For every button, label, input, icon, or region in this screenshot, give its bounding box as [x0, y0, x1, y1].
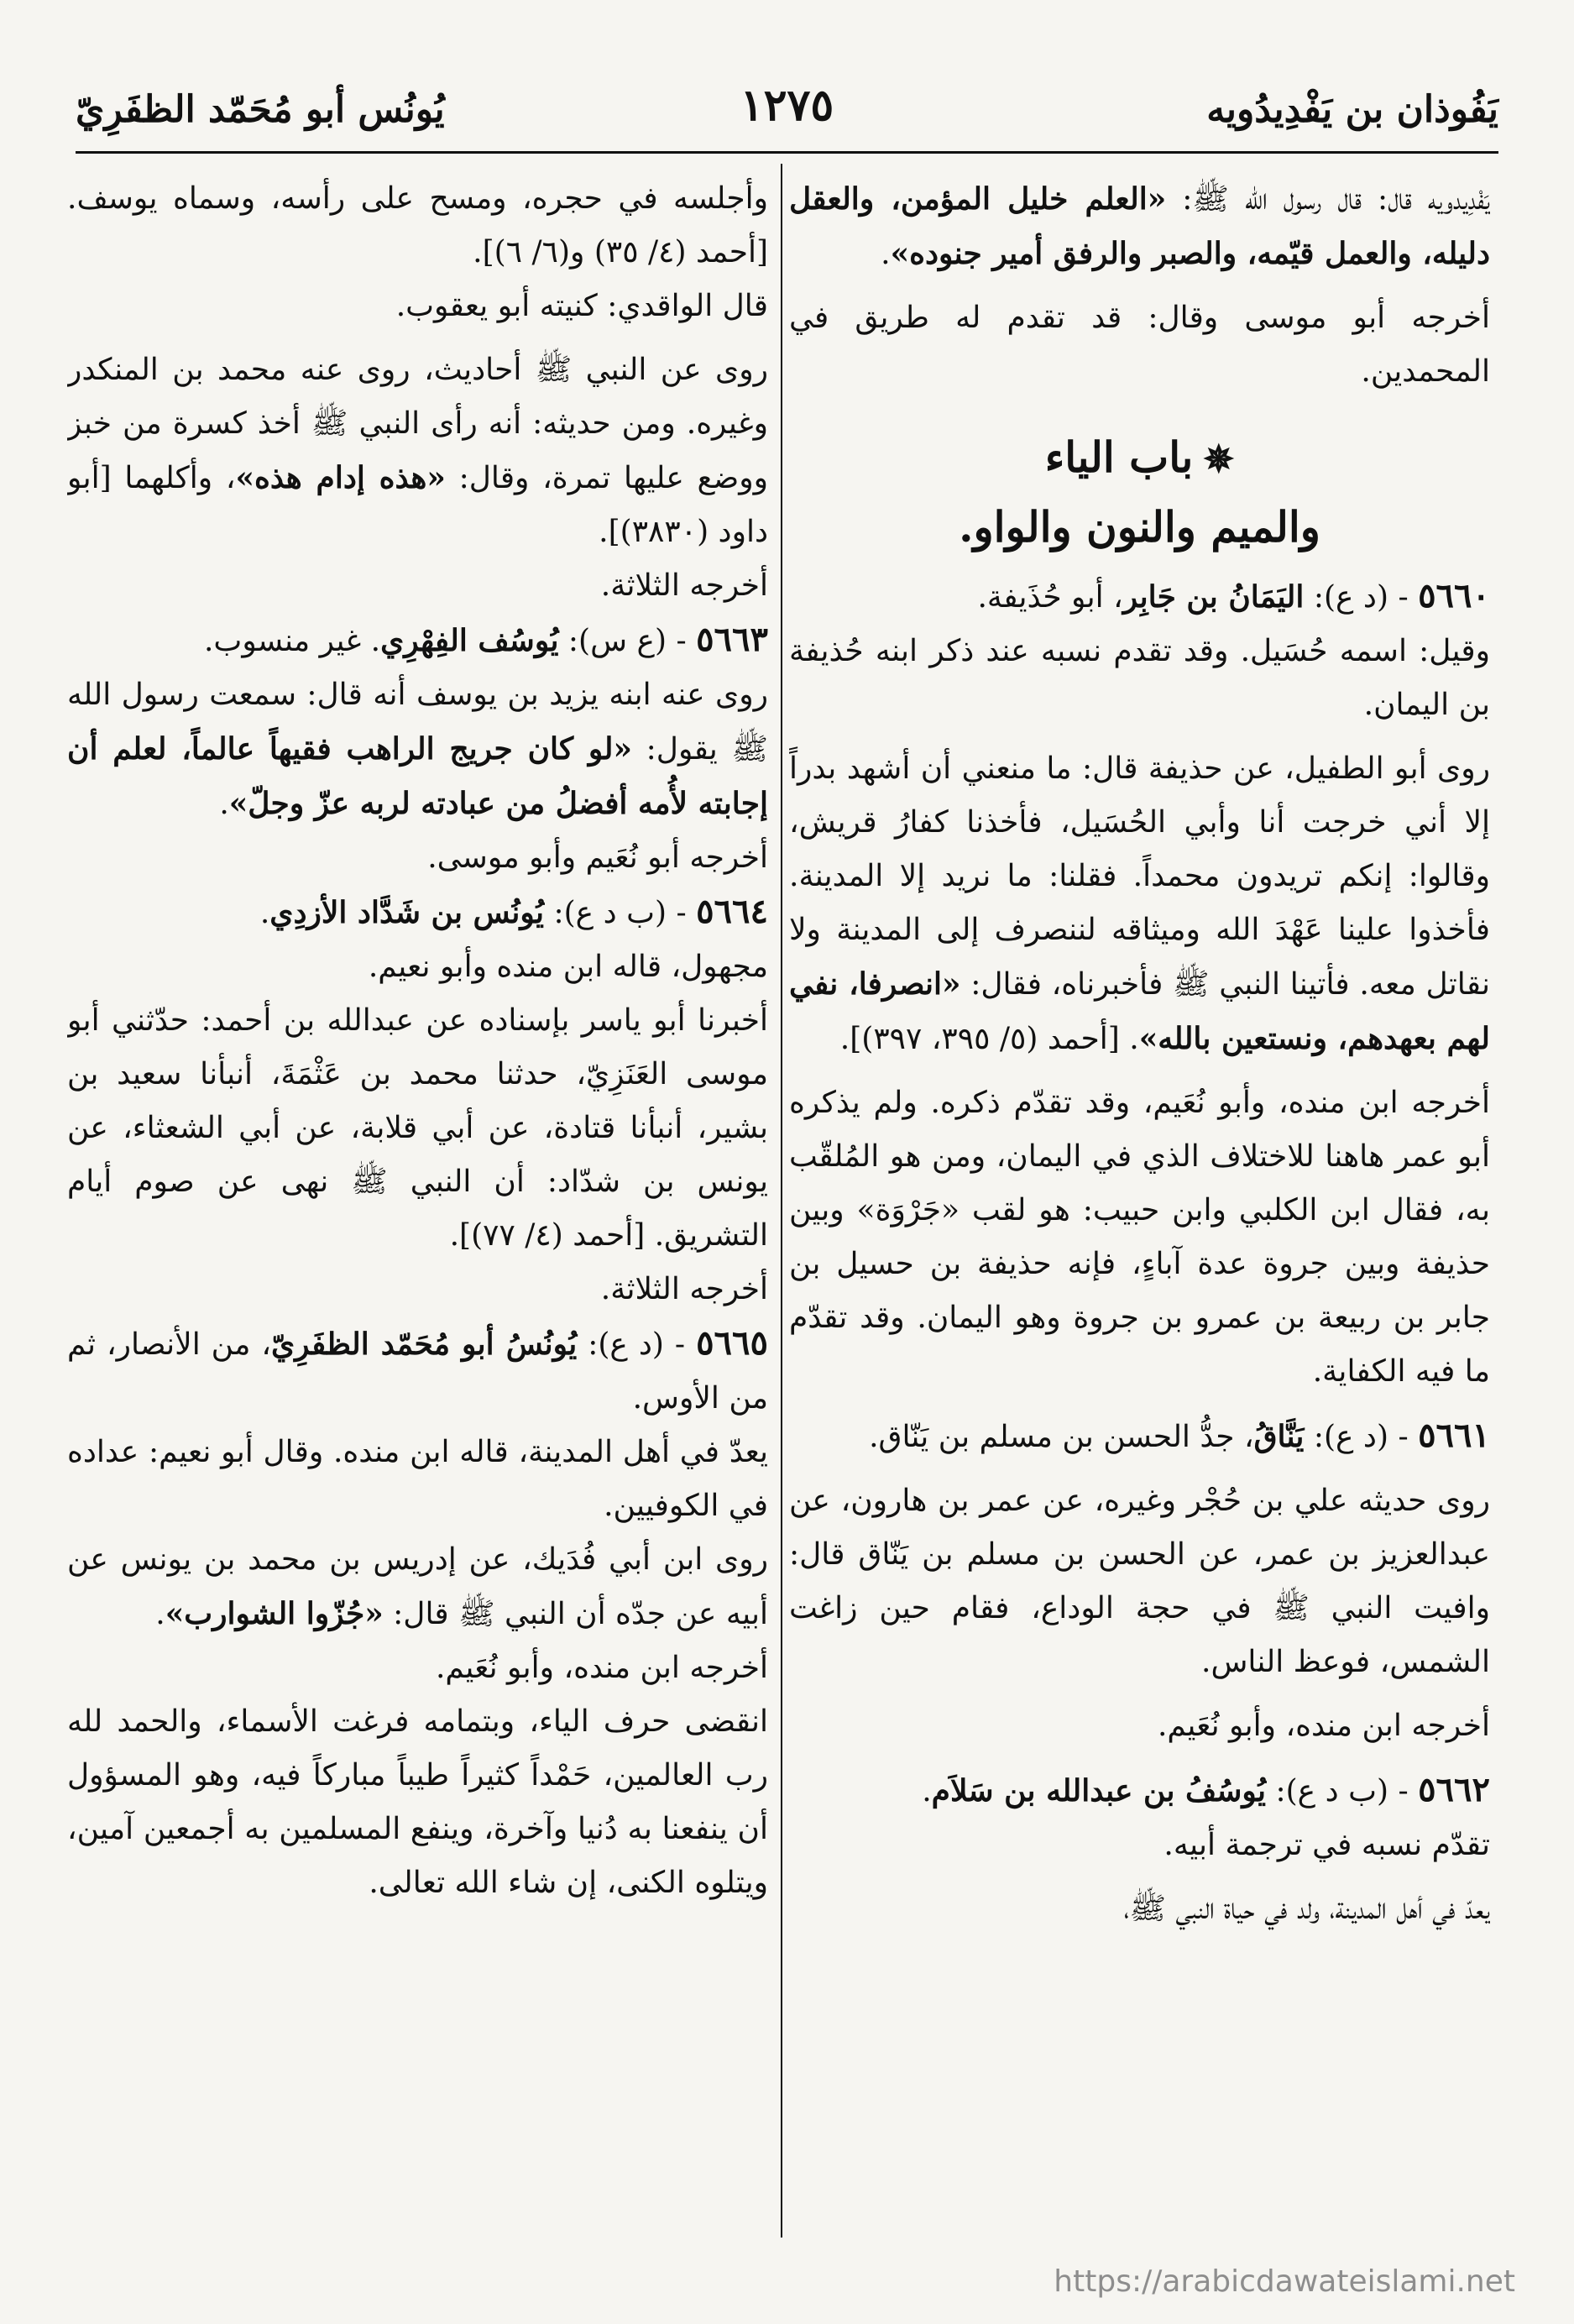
paragraph: أخبرنا أبو ياسر بإسناده عن عبدالله بن أحمد: حدّثني أبو موسى العَنَزِيّ، حدثنا محمد بن عَثْمَةَ، أنبأنا سعيد بن بشير، أنبأنا قتادة، عن أبي قلابة، عن أبي الشعثاء، عن يونس بن شدّاد: أن النبي ﷺ نهى عن صوم أيام التشريق. [أحمد (٤/ ٧٧)].: [67, 1003, 768, 1253]
entry-header: [67, 613, 768, 668]
entry-number: ٥٦٦١: [1418, 1416, 1490, 1455]
left-column: [67, 172, 768, 2238]
paragraph: وأجلسه في حجره، ومسح على رأسه، وسماه يوسف. [أحمد (٤/ ٣٥) و(٦/ ٦)].: [67, 181, 768, 270]
paragraph: أخرجه الثلاثة.: [600, 1272, 768, 1306]
paragraph: [67, 668, 768, 831]
entry-tag: - (ب د ع):: [1266, 1774, 1419, 1808]
entry-number: ٥٦٦٥: [696, 1323, 768, 1363]
header-left-title: يُونُس أبو مُحَمّد الظفَرِيّ: [76, 88, 445, 131]
paragraph: [67, 1533, 768, 1641]
chapter-heading: [789, 424, 1490, 561]
text: ، من الأنصار، ثم من الأوس.: [67, 1327, 768, 1416]
paragraph: [789, 172, 1490, 281]
entry-header: [789, 1763, 1490, 1819]
entry-number: ٥٦٦٤: [696, 892, 768, 931]
hadith-quote: «العلم خليل المؤمن، والعقل دليله، والعمل قيّمه، والصبر والرفق أمير جنوده»: [789, 181, 1490, 271]
text: . غير منسوب.: [203, 624, 381, 658]
page-number: ١٢٧٥: [740, 80, 834, 131]
text: روى حديثه علي بن حُجْر وغيره، عن عمر بن هارون، عن عبدالعزيز بن عمر، عن الحسن بن مسلم بن يَنّاق قال:: [789, 1484, 1490, 1572]
entry-tag: - (ع س):: [558, 624, 697, 658]
entry-header: [789, 569, 1490, 625]
hadith-quote: «انصرفا، نفي لهم بعهدهم، ونستعين بالله»: [789, 966, 1490, 1056]
text: ، جدُّ الحسن بن مسلم بن يَنّاق.: [869, 1420, 1254, 1454]
entry-name: يَنَّاقُ: [1253, 1419, 1305, 1454]
watermark-url: https://arabicdawateislami.net: [1054, 2264, 1515, 2299]
paragraph: [67, 343, 768, 559]
paragraph: يعدّ في أهل المدينة، قاله ابن منده. وقال أبو نعيم: عداده في الكوفيين.: [67, 1435, 768, 1523]
entry-name: يُوسُف الفِهْرِي: [380, 623, 559, 658]
hadith-quote: «جُزّوا الشوارب»: [165, 1596, 384, 1631]
text: روى ابن أبي فُدَيك، عن إدريس بن محمد بن يونس عن أبيه عن جدّه أن النبي ﷺ قال:: [67, 1542, 768, 1631]
entry-name: يُونُسُ أبو مُحَمّد الظفَرِيّ: [270, 1327, 578, 1362]
paragraph: أخرجه ابن منده، وأبو نُعَيم، وقد تقدّم ذكره. ولم يذكره أبو عمر هاهنا للاختلاف الذي في اليمان، ومن هو المُلقّب به، فقال ابن الكلبي وابن حبيب: هو لقب «جَرْوَة» وبين حذيفة وبين جروة عدة آباءٍ، فإنه حذيفة بن حسيل بن جابر بن ربيعة بن عمرو بن جروة وهو اليمان. وقد تقدّم ما فيه الكفاية.: [789, 1086, 1490, 1389]
text: .: [259, 896, 270, 930]
paragraph: أخرجه الثلاثة.: [600, 568, 768, 603]
entry-header: [67, 885, 768, 940]
paragraph: [789, 1474, 1490, 1689]
entry-tag: - (ب د ع):: [544, 896, 697, 930]
paragraph: قال الواقدي: كنيته أبو يعقوب.: [395, 289, 768, 323]
paragraph: يعدّ في أهل المدينة، ولد في حياة النبي ﷺ،: [1123, 1892, 1490, 1926]
hadith-quote: «هذه إدام هذه»: [235, 460, 446, 495]
entry-number: ٥٦٦٠: [1418, 576, 1490, 615]
chapter-title: باب الياء: [1044, 432, 1194, 482]
paragraph: تقدّم نسبه في ترجمة أبيه.: [1164, 1828, 1490, 1862]
text: .: [881, 237, 891, 271]
paragraph: أخرجه أبو موسى وقال: قد تقدم له طريق في المحمدين.: [789, 301, 1490, 389]
entry-tag: - (د ع):: [1304, 1420, 1419, 1454]
entry-number: ٥٦٦٢: [1418, 1770, 1490, 1809]
text: ، أبو حُذَيفة.: [977, 580, 1123, 615]
entry-name: يُوسُفُ بن عبدالله بن سَلاَم: [931, 1773, 1267, 1808]
entry-header: [789, 1409, 1490, 1464]
right-column: [789, 172, 1490, 2238]
paragraph: وقيل: اسمه حُسَيل. وقد تقدم نسبه عند ذكر ابنه حُذيفة بن اليمان.: [789, 634, 1490, 722]
paragraph: أخرجه ابن منده، وأبو نُعَيم.: [1157, 1709, 1490, 1743]
entry-tag: - (د ع):: [577, 1327, 697, 1362]
text: .: [1201, 1645, 1211, 1679]
hadith-quote: «لو كان جريج الراهب فقيهاً عالماً، لعلم أن إجابته لأُمه أفضلُ من عبادته لربه عزّ وجلّ»: [67, 731, 768, 821]
text: . [أحمد (٥/ ٣٩٥، ٣٩٧)].: [839, 1022, 1139, 1056]
text: روى عنه ابنه يزيد بن يوسف أنه قال: سمعت رسول الله ﷺ يقول:: [67, 678, 768, 767]
text: .: [219, 787, 229, 821]
entry-tag: - (د ع):: [1304, 580, 1419, 615]
text: روى عن النبي ﷺ أحاديث، روى عنه محمد بن المنكدر وغيره. ومن حديثه: أنه رأى النبي ﷺ أخذ كسرة من خبز ووضع عليها تمرة، وقال:: [67, 353, 768, 495]
star-ornament-icon: ✵: [1203, 438, 1235, 481]
entry-number: ٥٦٦٣: [696, 620, 768, 659]
header-divider: [76, 151, 1498, 154]
text: ، وأكلهما [أبو داود (٣٨٣٠)].: [67, 461, 768, 549]
chapter-subtitle: والميم والنون والواو.: [959, 502, 1320, 552]
text: يَفْدِيدويه قال: قال رسول الله ﷺ:: [1166, 182, 1490, 217]
paragraph: أخرجه ابن منده، وأبو نُعَيم.: [435, 1651, 768, 1685]
entry-name: يُونُس بن شَدَّاد الأزدِي: [269, 895, 545, 930]
running-header: [76, 80, 1498, 147]
header-right-title: يَفُوذان بن يَفْدِيدُويه: [1206, 88, 1498, 131]
entry-header: [67, 1316, 768, 1426]
text: روى أبو الطفيل، عن حذيفة قال: ما منعني أن أشهد بدراً إلا أني خرجت أنا وأبي الحُسَيل، فأخذنا كفارُ قريش، وقالوا: إنكم تريدون محمداً. فقلنا: ما نريد إلا المدينة. فأخذوا علينا عَهْدَ الله وميثاقه لننصرف إلى المدينة ولا نقاتل معه. فأتينا النبي ﷺ فأخبرناه، فقال:: [789, 751, 1490, 1002]
text: .: [922, 1774, 932, 1808]
entry-name: اليَمَانُ بن جَابِر: [1122, 579, 1305, 615]
text: وافيت النبي ﷺ في حجة الوداع، فقام حين زاغت الشمس، فوعظ الناس: [789, 1591, 1490, 1679]
paragraph: أخرجه أبو نُعَيم وأبو موسى.: [427, 840, 768, 875]
paragraph: مجهول، قاله ابن منده وأبو نعيم.: [368, 950, 768, 984]
column-divider: [781, 164, 782, 2238]
text: .: [155, 1597, 165, 1631]
closing-paragraph: انقضى حرف الياء، وبتمامه فرغت الأسماء، والحمد لله رب العالمين، حَمْداً كثيراً طيباً مباركاً فيه، وهو المسؤول أن ينفعنا به دُنيا وآخرة، وينفع المسلمين به أجمعين آمين، ويتلوه الكنى، إن شاء الله تعالى.: [67, 1704, 768, 1900]
paragraph: [789, 742, 1490, 1066]
